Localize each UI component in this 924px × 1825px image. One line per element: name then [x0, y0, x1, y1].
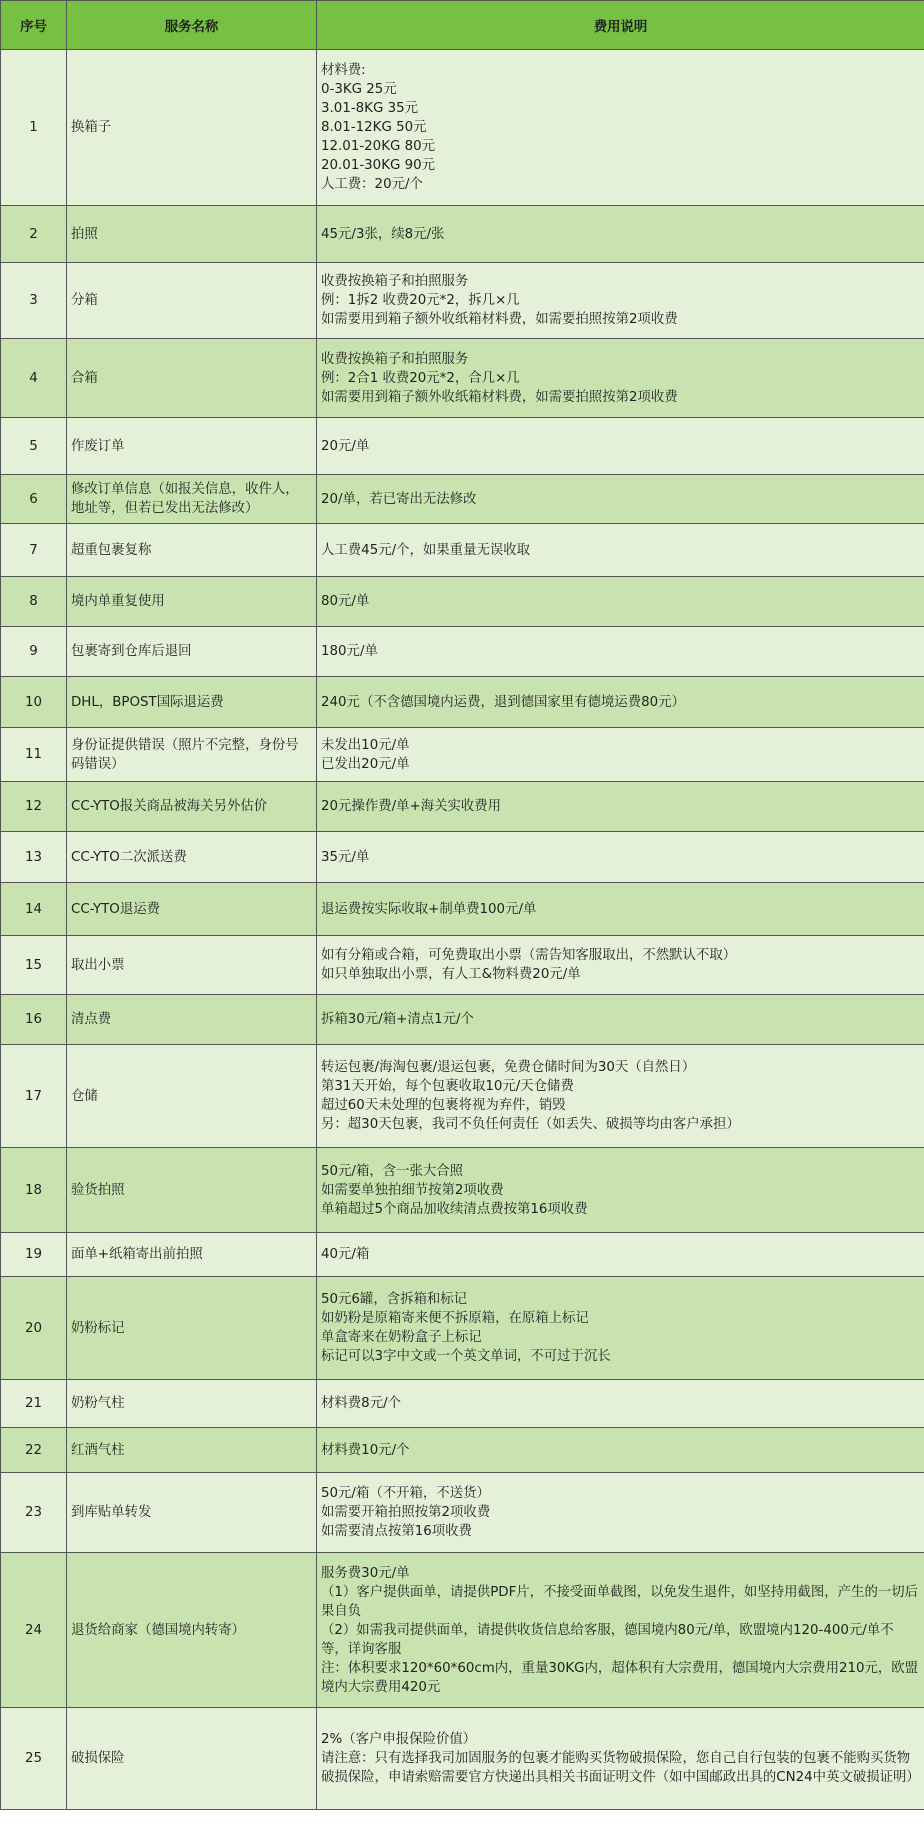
fee-description-line: 80元/单	[321, 594, 370, 609]
fee-description-line: 标记可以3字中文或一个英文单词，不可过于沉长	[321, 1349, 611, 1364]
service-name: CC-YTO二次派送费	[67, 832, 317, 883]
fee-description	[317, 50, 924, 206]
fee-description-line: 收费按换箱子和拍照服务	[321, 351, 469, 367]
fee-description-line: 退运费按实际收取+制单费100元/单	[321, 901, 537, 917]
fee-description-line: 20元/单	[321, 438, 370, 454]
service-name: 修改订单信息（如报关信息，收件人，地址等，但若已发出无法修改）	[67, 475, 317, 524]
fee-description	[317, 936, 924, 995]
fee-description-line: 材料费:	[321, 63, 366, 78]
fee-description	[317, 728, 924, 782]
fee-description-line: 20元操作费/单+海关实收费用	[321, 799, 502, 814]
fee-description	[317, 832, 924, 883]
fee-description	[317, 1380, 924, 1428]
service-name: 分箱	[67, 263, 317, 339]
fee-description-line: 20.01-30KG 90元	[321, 158, 436, 173]
fee-description	[317, 263, 924, 339]
fee-description-line: 人工费45元/个，如果重量无误收取	[321, 542, 531, 558]
fee-description-line: 如只单独取出小票，有人工&物料费20元/单	[321, 967, 581, 982]
row-number: 12	[1, 782, 67, 832]
service-name: 超重包裹复称	[67, 524, 317, 577]
row-number: 2	[1, 206, 67, 263]
service-name: 面单+纸箱寄出前拍照	[67, 1233, 317, 1277]
service-name: CC-YTO报关商品被海关另外估价	[67, 782, 317, 832]
fee-description-line: 已发出20元/单	[321, 756, 410, 772]
service-name: 验货拍照	[67, 1148, 317, 1233]
table-row	[1, 1233, 924, 1277]
table-row	[1, 418, 924, 475]
fee-description-line: 2%（客户申报保险价值）	[321, 1732, 477, 1747]
table-row	[1, 1380, 924, 1428]
service-name: 奶粉气柱	[67, 1380, 317, 1428]
service-name: 退货给商家（德国境内转寄）	[67, 1553, 317, 1708]
table-row	[1, 475, 924, 524]
fee-description-line: （1）客户提供面单，请提供PDF片，不接受面单截图，以免发生退件，如坚持用截图，产生的一切后果自负	[321, 1584, 919, 1619]
row-number: 21	[1, 1380, 67, 1428]
service-name: 清点费	[67, 995, 317, 1045]
fee-description	[317, 1553, 924, 1708]
row-number: 20	[1, 1277, 67, 1380]
fee-description	[317, 339, 924, 418]
fee-description	[317, 1277, 924, 1380]
service-name: 到库贴单转发	[67, 1473, 317, 1553]
fee-description	[317, 677, 924, 728]
row-number: 6	[1, 475, 67, 524]
header-fee-description: 费用说明	[317, 1, 924, 50]
row-number: 15	[1, 936, 67, 995]
service-name: CC-YTO退运费	[67, 883, 317, 936]
fee-description-line: 注：体积要求120*60*60cm内，重量30KG内，超体积有大宗费用，德国境内大宗费用210元，欧盟境内大宗费用420元	[321, 1660, 919, 1695]
table-row	[1, 206, 924, 263]
fee-description-line: 材料费8元/个	[321, 1396, 401, 1411]
fee-description-line: 8.01-12KG 50元	[321, 120, 427, 135]
fee-description-line: 材料费10元/个	[321, 1442, 410, 1458]
fee-description	[317, 475, 924, 524]
fee-description-line: 3.01-8KG 35元	[321, 101, 419, 116]
fee-description-line: 第31天开始，每个包裹收取10元/天仓储费	[321, 1079, 574, 1094]
table-row	[1, 832, 924, 883]
row-number: 4	[1, 339, 67, 418]
row-number: 8	[1, 577, 67, 627]
fee-description-line: 12.01-20KG 80元	[321, 139, 436, 154]
fee-description-line: 240元（不含德国境内运费，退到德国家里有德境运费80元）	[321, 694, 685, 710]
header-service-name: 服务名称	[67, 1, 317, 50]
row-number: 14	[1, 883, 67, 936]
table-row	[1, 1553, 924, 1708]
service-name: 红酒气柱	[67, 1428, 317, 1473]
service-name: 境内单重复使用	[67, 577, 317, 627]
fee-description-line: 请注意：只有选择我司加固服务的包裹才能购买货物破损保险，您自己自行包装的包裹不能购买货物破损保险，申请索赔需要官方快递出具相关书面证明文件（如中国邮政出具的CN24中英文破损证明）	[321, 1751, 920, 1785]
fee-description-line: 拆箱30元/箱+清点1元/个	[321, 1012, 474, 1027]
service-name: 取出小票	[67, 936, 317, 995]
fee-description-line: 例：1拆2 收费20元*2，拆几×几	[321, 293, 520, 308]
fee-description	[317, 627, 924, 677]
fee-description	[317, 782, 924, 832]
fee-description	[317, 1233, 924, 1277]
fee-description-line: 如有分箱或合箱，可免费取出小票（需告知客服取出，不然默认不取）	[321, 948, 737, 963]
table-row	[1, 339, 924, 418]
fee-description-line: 45元/3张，续8元/张	[321, 226, 445, 242]
fee-description-line: 50元/箱（不开箱，不送货）	[321, 1486, 490, 1501]
table-row	[1, 50, 924, 206]
service-name: 包裹寄到仓库后退回	[67, 627, 317, 677]
row-number: 3	[1, 263, 67, 339]
fee-description-line: 人工费：20元/个	[321, 177, 423, 192]
fee-description-line: 如需要用到箱子额外收纸箱材料费，如需要拍照按第2项收费	[321, 312, 678, 327]
row-number: 9	[1, 627, 67, 677]
table-row	[1, 1148, 924, 1233]
row-number: 11	[1, 728, 67, 782]
service-name: 仓储	[67, 1045, 317, 1148]
table-row	[1, 263, 924, 339]
table-row	[1, 524, 924, 577]
fee-description-line: 50元6罐，含拆箱和标记	[321, 1292, 468, 1307]
service-name: 奶粉标记	[67, 1277, 317, 1380]
row-number: 22	[1, 1428, 67, 1473]
table-row	[1, 577, 924, 627]
fee-description-line: 如需要单独拍细节按第2项收费	[321, 1182, 504, 1198]
service-name: 合箱	[67, 339, 317, 418]
fee-description-line: 如需要开箱拍照按第2项收费	[321, 1505, 491, 1520]
table-row	[1, 677, 924, 728]
fee-description-line: 20/单，若已寄出无法修改	[321, 491, 477, 507]
row-number: 7	[1, 524, 67, 577]
fee-description-line: 转运包裹/海淘包裹/退运包裹，免费仓储时间为30天（自然日）	[321, 1060, 696, 1075]
service-name: DHL，BPOST国际退运费	[67, 677, 317, 728]
table-body	[1, 50, 924, 1810]
row-number: 24	[1, 1553, 67, 1708]
fee-description-line: 另：超30天包裹，我司不负任何责任（如丢失、破损等均由客户承担）	[321, 1117, 740, 1132]
row-number: 19	[1, 1233, 67, 1277]
header-no: 序号	[1, 1, 67, 50]
row-number: 1	[1, 50, 67, 206]
fee-description-line: 单箱超过5个商品加收续清点费按第16项收费	[321, 1201, 588, 1217]
fee-description	[317, 1148, 924, 1233]
table-row	[1, 1428, 924, 1473]
service-name: 换箱子	[67, 50, 317, 206]
fee-description-line: 未发出10元/单	[321, 737, 410, 753]
fee-description-line: 如奶粉是原箱寄来便不拆原箱，在原箱上标记	[321, 1311, 589, 1326]
fee-description-line: 如需要用到箱子额外收纸箱材料费，如需要拍照按第2项收费	[321, 389, 678, 405]
service-name: 破损保险	[67, 1708, 317, 1810]
fee-description-line: 单盒寄来在奶粉盒子上标记	[321, 1330, 482, 1345]
fee-description-line: 0-3KG 25元	[321, 82, 397, 97]
fee-description	[317, 995, 924, 1045]
service-name: 身份证提供错误（照片不完整，身份号码错误）	[67, 728, 317, 782]
fee-description-line: 如需要清点按第16项收费	[321, 1524, 472, 1539]
table-row	[1, 728, 924, 782]
header-row	[1, 1, 924, 50]
table-row	[1, 627, 924, 677]
fee-description	[317, 206, 924, 263]
fee-description	[317, 524, 924, 577]
service-name: 作废订单	[67, 418, 317, 475]
row-number: 16	[1, 995, 67, 1045]
fee-description	[317, 1428, 924, 1473]
table-row	[1, 1708, 924, 1810]
table-row	[1, 1277, 924, 1380]
table-row	[1, 1473, 924, 1553]
row-number: 18	[1, 1148, 67, 1233]
fee-description	[317, 1473, 924, 1553]
table-row	[1, 995, 924, 1045]
fee-description-line: 50元/箱，含一张大合照	[321, 1163, 464, 1179]
row-number: 25	[1, 1708, 67, 1810]
fee-description	[317, 883, 924, 936]
table-row	[1, 936, 924, 995]
fee-description-line: 例：2合1 收费20元*2，合几×几	[321, 370, 520, 386]
fee-description	[317, 1708, 924, 1810]
fee-description	[317, 1045, 924, 1148]
fee-description-line: 超过60天未处理的包裹将视为弃件，销毁	[321, 1098, 566, 1113]
fee-description-line: 180元/单	[321, 644, 378, 659]
fee-description	[317, 418, 924, 475]
fee-description-line: 服务费30元/单	[321, 1565, 410, 1581]
row-number: 10	[1, 677, 67, 728]
service-name: 拍照	[67, 206, 317, 263]
fee-description-line: 40元/箱	[321, 1247, 370, 1262]
row-number: 5	[1, 418, 67, 475]
row-number: 17	[1, 1045, 67, 1148]
table-row	[1, 782, 924, 832]
fee-description-line: （2）如需我司提供面单，请提供收货信息给客服，德国境内80元/单，欧盟境内120-400元/单不等，详询客服	[321, 1622, 894, 1657]
fee-description-line: 收费按换箱子和拍照服务	[321, 274, 469, 289]
row-number: 13	[1, 832, 67, 883]
table-row	[1, 883, 924, 936]
table-row	[1, 1045, 924, 1148]
fee-description	[317, 577, 924, 627]
row-number: 23	[1, 1473, 67, 1553]
fee-description-line: 35元/单	[321, 849, 370, 865]
